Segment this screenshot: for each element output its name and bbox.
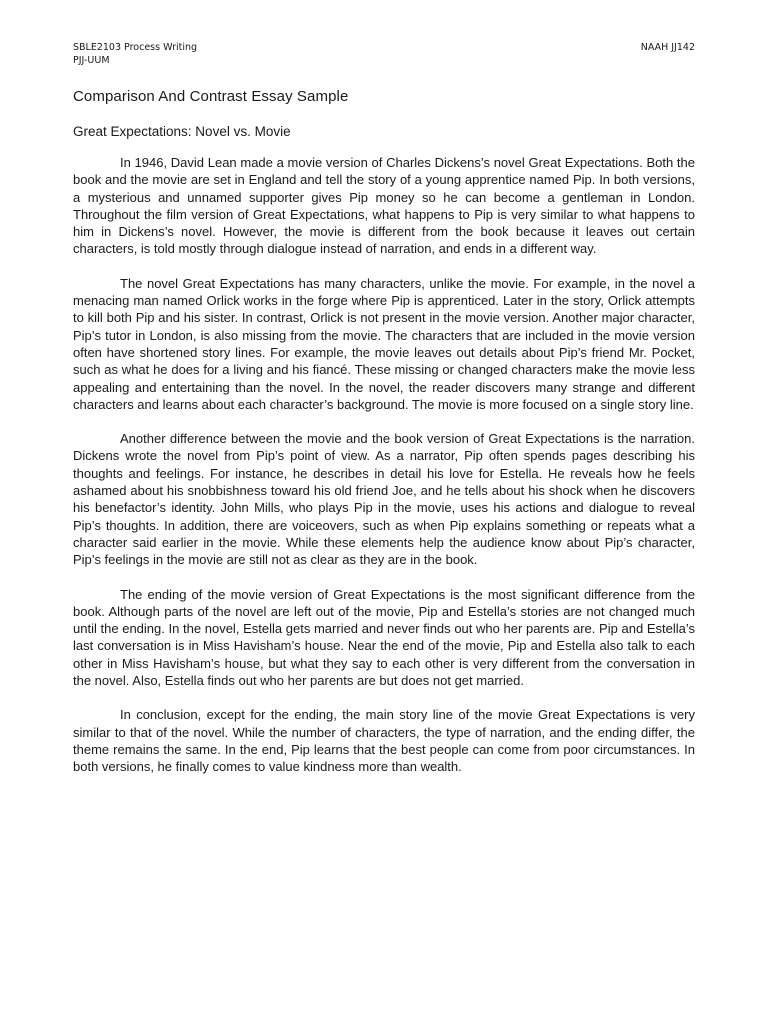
document-title: Comparison And Contrast Essay Sample (73, 88, 349, 105)
institution: PJJ-UUM (73, 55, 110, 66)
essay-subtitle: Great Expectations: Novel vs. Movie (73, 124, 291, 139)
paragraph-intro: In 1946, David Lean made a movie version of Charles Dickens’s novel Great Expectations. Both the book and the movie are set in England and tell the story of a young apprentice named Pip. In both versions, a mysterious and unnamed supporter gives Pip money so he can become a gentleman in London. Throughout the film version of Great Expectations, what happens to Pip is very similar to what happens to him in Dickens’s novel. However, the movie is different from the book because it leaves out certain characters, is told mostly through dialogue instead of narration, and ends in a different way. (73, 155, 695, 257)
document-page (73, 41, 695, 776)
paragraph-narration: Another difference between the movie and the book version of Great Expectations is the narration. Dickens wrote the novel from Pip’s point of view. As a narrator, Pip often spends pages describing his thoughts and feelings. For instance, he describes in detail his love for Estella. He reveals how he feels ashamed about his snobbishness toward his old friend Joe, and he tells about his shock when he discovers his benefactor’s identity. John Mills, who plays Pip in the movie, uses his actions and dialogue to reveal Pip’s thoughts. In addition, there are voiceovers, such as when Pip explains something or repeats what a character said earlier in the movie. While these elements help the audience know about Pip’s character, Pip’s feelings in the movie are still not as clear as they are in the book. (73, 431, 695, 568)
paragraph-ending: The ending of the movie version of Great Expectations is the most significant difference from the book. Although parts of the novel are left out of the movie, Pip and Estella’s stories are not changed much until the ending. In the novel, Estella gets married and never finds out who her parents are. Pip and Estella’s last conversation is in Miss Havisham’s house. Near the end of the movie, Pip and Estella also talk to each other in Miss Havisham’s house, but what they say to each other is very different from the conversation in the novel. Also, Estella finds out who her parents are but does not get married. (73, 586, 695, 689)
author-id: NAAH JJ142 (640, 42, 695, 53)
course-code: SBLE2103 Process Writing (73, 42, 198, 53)
paragraph-conclusion: In conclusion, except for the ending, the main story line of the movie Great Expectations is very similar to that of the novel. While the number of characters, the type of narration, and the ending differ, the theme remains the same. In the end, Pip learns that the best people can come from poor circumstances. In both versions, he finally comes to value kindness more than wealth. (73, 707, 695, 775)
page-header (73, 41, 695, 69)
paragraph-characters: The novel Great Expectations has many characters, unlike the movie. For example, in the novel a menacing man named Orlick works in the forge where Pip is apprenticed. Later in the story, Orlick attempts to kill both Pip and his sister. In contrast, Orlick is not present in the movie version. Another major character, Pip’s tutor in London, is also missing from the movie. The characters that are included in the movie version often have shortened story lines. For example, the movie leaves out details about Pip’s friend Mr. Pocket, such as what he does for a living and his fiancé. These missing or changed characters make the movie less appealing and entertaining than the novel. In the novel, the reader discovers many strange and different characters and learns about each character’s background. The movie is more focused on a single story line. (73, 275, 695, 412)
header-left (73, 41, 197, 67)
header-right (641, 41, 695, 54)
